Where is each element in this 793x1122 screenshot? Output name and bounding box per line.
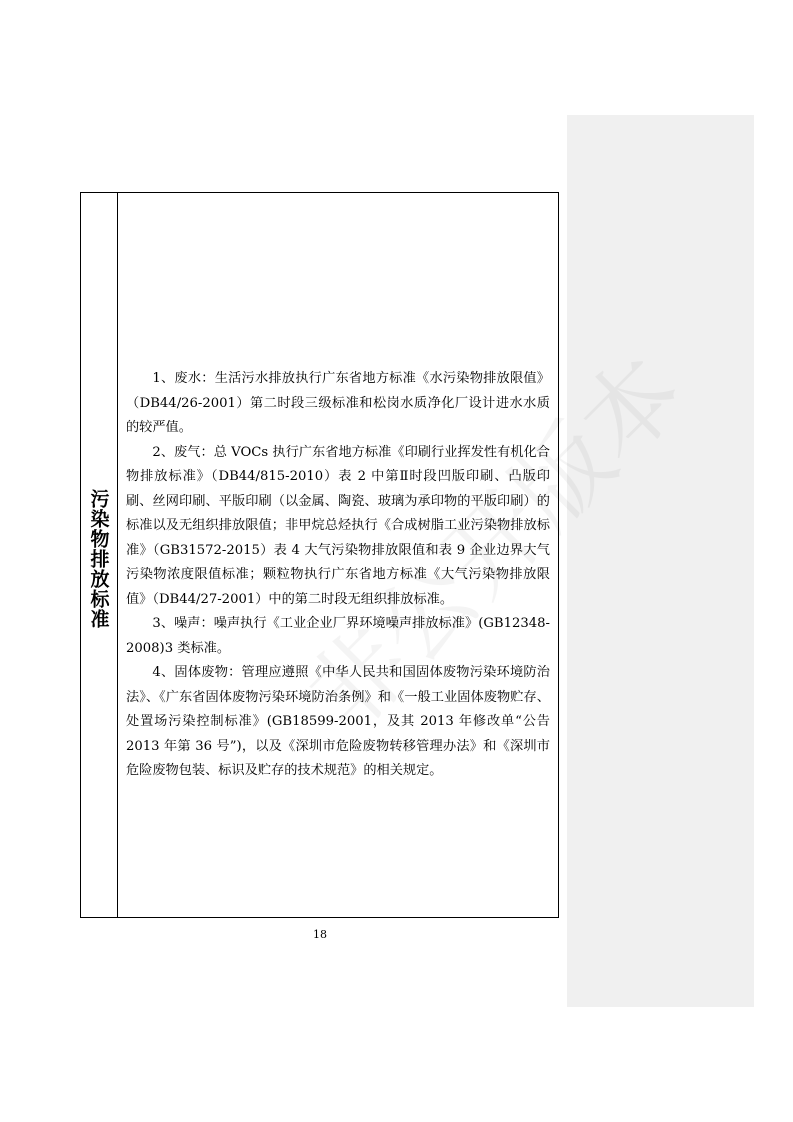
paragraph-wastewater: 1、废水：生活污水排放执行广东省地方标准《水污染物排放限值》（DB44/26-2001）第二时段三级标准和松岗水质净化厂设计进水水质的较严值。 — [126, 371, 550, 435]
comment-pane — [567, 115, 754, 1007]
content-cell — [118, 193, 558, 917]
paragraph-solid-waste: 4、固体废物：管理应遵照《中华人民共和国固体废物污染环境防治法》、《广东省固体废物污染环境防治条例》和《一般工业固体废物贮存、处置场污染控制标准》(GB18599-2001，及其 2013 年修改单“公告 2013 年第 36 号”)，以及《深圳市危险废物转移管理办法》和《深圳市危险废物包装、标识及贮存的技术规范》的相关规定。 — [126, 665, 550, 778]
paragraph-noise: 3、噪声：噪声执行《工业企业厂界环境噪声排放标准》(GB12348-2008)3 类标准。 — [126, 616, 550, 656]
paragraph-exhaust-gas: 2、废气：总 VOCs 执行广东省地方标准《印刷行业挥发性有机化合物排放标准》（DB44/815-2010）表 2 中第Ⅱ时段凹版印刷、凸版印刷、丝网印刷、平版印刷（以金属、陶瓷、玻璃为承印物的平版印刷）的标准以及无组织排放限值；非甲烷总烃执行《合成树脂工业污染物排放标准》（GB31572-2015）表 4 大气污染物排放限值和表 9 企业边界大气污染物浓度限值标准；颗粒物执行广东省地方标准《大气污染物排放限值》（DB44/27-2001）中的第二时段无组织排放标准。 — [126, 444, 550, 607]
standards-table — [80, 192, 559, 918]
page-number: 18 — [313, 928, 327, 941]
section-title: 污染物排放标准 — [87, 489, 110, 629]
section-label-cell — [81, 193, 118, 917]
